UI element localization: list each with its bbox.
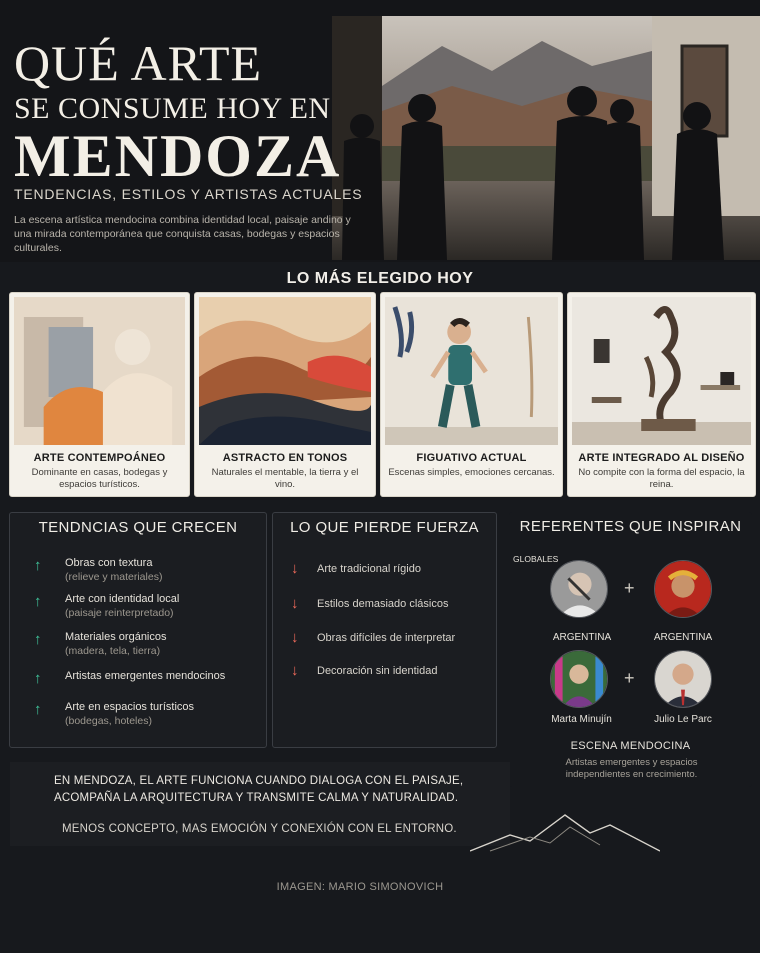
trend-text: Arte en espacios turísticos xyxy=(65,701,195,713)
arrow-up-icon: ↑ xyxy=(34,631,42,648)
artwork-image xyxy=(572,297,751,445)
mountain-outline-icon xyxy=(470,805,660,855)
panel-growing-trends xyxy=(9,512,267,748)
trend-item xyxy=(34,631,167,658)
panel-title: LO QUE PIERDE FUERZA xyxy=(290,519,479,536)
card-description: No compite con la forma del espacio, la reina. xyxy=(578,467,745,491)
quote-line-3: MENOS CONCEPTO, MAS EMOCIÓN Y CONEXIÓN CON EL ENTORNO. xyxy=(62,823,457,835)
trend-text: Arte con identidad local xyxy=(65,593,180,605)
arrow-up-icon: ↑ xyxy=(34,670,42,687)
card-title: ARTE CONTEMPOÁNEO xyxy=(33,452,166,464)
trend-item xyxy=(34,557,162,584)
losing-item xyxy=(291,662,438,679)
scene-description: Artistas emergentes y espacios independientes en crecimiento. xyxy=(565,757,698,781)
card-contemporary-art xyxy=(9,292,190,497)
arrow-down-icon: ↓ xyxy=(291,662,299,679)
hero-section xyxy=(0,0,760,262)
panel-title: TENDNCIAS QUE CRECEN xyxy=(38,519,238,536)
title-line-3: MENDOZA xyxy=(14,123,342,189)
image-credit: IMAGEN: MARIO SIMONOVICH xyxy=(276,881,444,893)
card-description: Dominante en casas, bodegas y espacios turísticos. xyxy=(31,467,168,491)
label-argentina-b: ARGENTINA xyxy=(653,632,713,643)
trend-sub: (paisaje reinterpretado) xyxy=(65,606,174,619)
losing-text: Obras difíciles de interpretar xyxy=(317,632,456,644)
title-line-1: QUÉ ARTE xyxy=(14,35,263,91)
losing-item xyxy=(291,629,456,646)
avatar-marta-minujin xyxy=(550,650,608,708)
trend-item xyxy=(34,670,226,687)
avatar-julio-le-parc xyxy=(654,650,712,708)
gallery-hero-image xyxy=(332,16,760,260)
avatar-artist-a xyxy=(550,560,608,618)
arrow-up-icon: ↑ xyxy=(34,701,42,718)
trend-text: Obras con textura xyxy=(65,557,153,569)
arrow-up-icon: ↑ xyxy=(34,557,42,574)
arrow-down-icon: ↓ xyxy=(291,629,299,646)
losing-text: Estilos demasiado clásicos xyxy=(317,598,449,610)
artwork-image xyxy=(385,297,558,445)
card-integrated-design xyxy=(567,292,756,497)
card-abstract-tones xyxy=(194,292,376,497)
losing-item xyxy=(291,595,449,612)
losing-item xyxy=(291,560,421,577)
label-argentina-a: ARGENTINA xyxy=(552,632,612,643)
scene-title: ESCENA MENDOCINA xyxy=(570,740,691,752)
avatar-artist-b xyxy=(654,560,712,618)
card-figurative xyxy=(380,292,563,497)
quote-line-2: ACOMPAÑA LA ARQUITECTURA Y TRANSMITE CALMA Y NATURALIDAD. xyxy=(54,792,459,805)
card-description: Naturales el mentable, la tierra y el vino. xyxy=(211,467,359,491)
arrow-down-icon: ↓ xyxy=(291,560,299,577)
artwork-image xyxy=(199,297,371,445)
panel-losing-strength xyxy=(272,512,497,748)
plus-icon: + xyxy=(624,578,635,598)
trend-text: Materiales orgánicos xyxy=(65,631,167,643)
title-line-2: SE CONSUME HOY EN xyxy=(14,92,331,125)
losing-text: Arte tradicional rígido xyxy=(317,563,421,575)
losing-text: Decoración sin identidad xyxy=(317,665,438,677)
card-description: Escenas simples, emociones cercanas. xyxy=(388,467,555,478)
trend-item xyxy=(34,593,179,620)
panel-references xyxy=(509,512,752,787)
trend-text: Artistas emergentes mendocinos xyxy=(65,670,226,682)
card-title: FIGUATIVO ACTUAL xyxy=(416,452,527,464)
arrow-down-icon: ↓ xyxy=(291,595,299,612)
hero-description: La escena artística mendocina combina identidad local, paisaje andino y una mirada contemporánea que conquista casas, bodegas y espacios culturales. xyxy=(14,214,351,255)
trend-item xyxy=(34,701,194,728)
arrow-up-icon: ↑ xyxy=(34,593,42,610)
globals-label: GLOBALES xyxy=(513,554,559,564)
section-title-most-chosen: LO MÁS ELEGIDO HOY xyxy=(286,270,474,287)
quote-line-1: EN MENDOZA, EL ARTE FUNCIONA CUANDO DIALOGA CON EL PAISAJE, xyxy=(54,775,464,787)
plus-icon: + xyxy=(624,668,635,688)
trend-sub: (bodegas, hoteles) xyxy=(65,714,152,727)
artwork-image xyxy=(14,297,185,445)
subtitle: TENDENCIAS, ESTILOS Y ARTISTAS ACTUALES xyxy=(14,186,363,202)
name-julio-le-parc: Julio Le Parc xyxy=(654,714,712,725)
main-title xyxy=(14,35,342,189)
card-title: ASTRACTO EN TONOS xyxy=(222,452,348,464)
trend-sub: (madera, tela, tierra) xyxy=(65,644,161,657)
panel-title: REFERENTES QUE INSPIRAN xyxy=(519,518,742,535)
quote-main xyxy=(54,773,463,808)
name-marta-minujin: Marta Minujín xyxy=(551,714,612,725)
card-title: ARTE INTEGRADO AL DISEÑO xyxy=(578,452,745,464)
trend-sub: (relieve y materiales) xyxy=(65,570,163,583)
